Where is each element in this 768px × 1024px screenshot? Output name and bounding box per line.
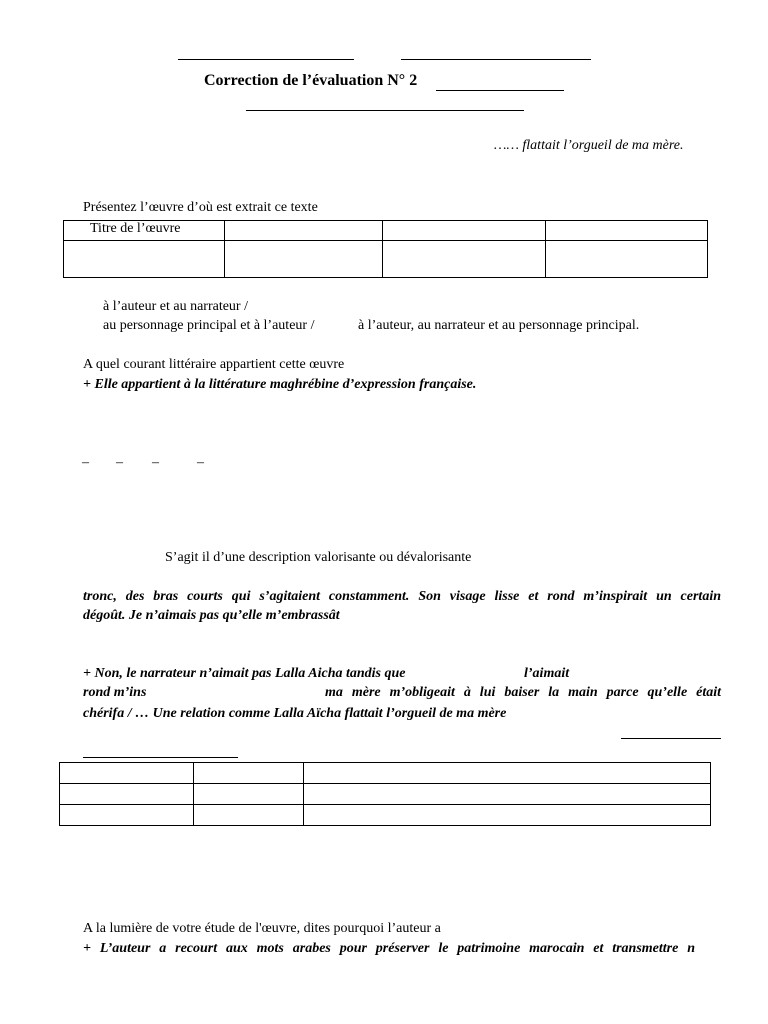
table-cell — [546, 221, 708, 241]
table-cell — [304, 784, 711, 805]
q8-prompt: A la lumière de votre étude de l'œuvre, dites pourquoi l’auteur a — [83, 921, 441, 936]
q3-prompt: A quel courant littéraire appartient cette œuvre — [83, 357, 345, 372]
table-row — [64, 221, 708, 241]
table-row — [60, 763, 711, 784]
q6-line1-b: l’aimait — [524, 666, 570, 681]
excerpt-reference: …… flattait l’orgueil de ma mère. — [494, 138, 684, 153]
work-presentation-table — [63, 220, 708, 278]
q2-option-a: à l’auteur et au narrateur / — [103, 299, 248, 314]
table-cell — [60, 763, 194, 784]
q2-option-b: au personnage principal et à l’auteur / — [103, 318, 315, 333]
q6-line2-a: rond m’ins — [83, 685, 147, 700]
dash-mark: – — [116, 455, 123, 470]
table-cell — [304, 763, 711, 784]
table-cell — [64, 241, 225, 278]
table-cell — [194, 763, 304, 784]
table-cell — [383, 221, 546, 241]
table-row — [60, 805, 711, 826]
subtitle-rule — [246, 110, 524, 111]
table-cell — [60, 784, 194, 805]
table-cell — [60, 805, 194, 826]
q6-line1-a: + Non, le narrateur n’aimait pas Lalla Aicha tandis que — [83, 666, 406, 681]
table-cell — [225, 241, 383, 278]
title-underline — [436, 90, 564, 91]
table-row — [64, 241, 708, 278]
q2-option-c: à l’auteur, au narrateur et au personnage principal. — [358, 318, 640, 333]
answer-rule-right — [621, 738, 721, 739]
dash-mark: – — [197, 455, 204, 470]
dash-mark: – — [152, 455, 159, 470]
q8-answer: + L’auteur a recourt aux mots arabes pour préserver le patrimoine marocain et transmettre n — [83, 941, 695, 956]
q1-prompt: Présentez l’œuvre d’où est extrait ce texte — [83, 200, 318, 215]
section-rule-left — [83, 757, 238, 758]
header-rule-left — [178, 59, 354, 60]
table-cell — [546, 241, 708, 278]
q5-answer-line1: tronc, des bras courts qui s’agitaient constamment. Son visage lisse et rond m’inspirait un certain — [83, 589, 721, 604]
q3-answer: + Elle appartient à la littérature maghrébine d’expression française. — [83, 377, 477, 392]
q5-prompt: S’agit il d’une description valorisante ou dévalorisante — [165, 550, 472, 565]
header-rule-right — [401, 59, 591, 60]
page-title: Correction de l’évaluation N° 2 — [204, 72, 418, 89]
table-cell — [225, 221, 383, 241]
table-cell — [194, 805, 304, 826]
table-cell — [194, 784, 304, 805]
table-row — [60, 784, 711, 805]
analysis-table — [59, 762, 711, 826]
q6-line2-b: ma mère m’obligeait à lui baiser la main parce qu’elle était — [325, 685, 721, 700]
dash-mark: – — [82, 455, 89, 470]
q6-line3: chérifa / … Une relation comme Lalla Aïcha flattait l’orgueil de ma mère — [83, 706, 507, 721]
q5-answer-line2: dégoût. Je n’aimais pas qu’elle m’embrassât — [83, 608, 340, 623]
table-cell — [304, 805, 711, 826]
table-cell — [383, 241, 546, 278]
table-cell-title-header: Titre de l’œuvre — [64, 221, 225, 241]
